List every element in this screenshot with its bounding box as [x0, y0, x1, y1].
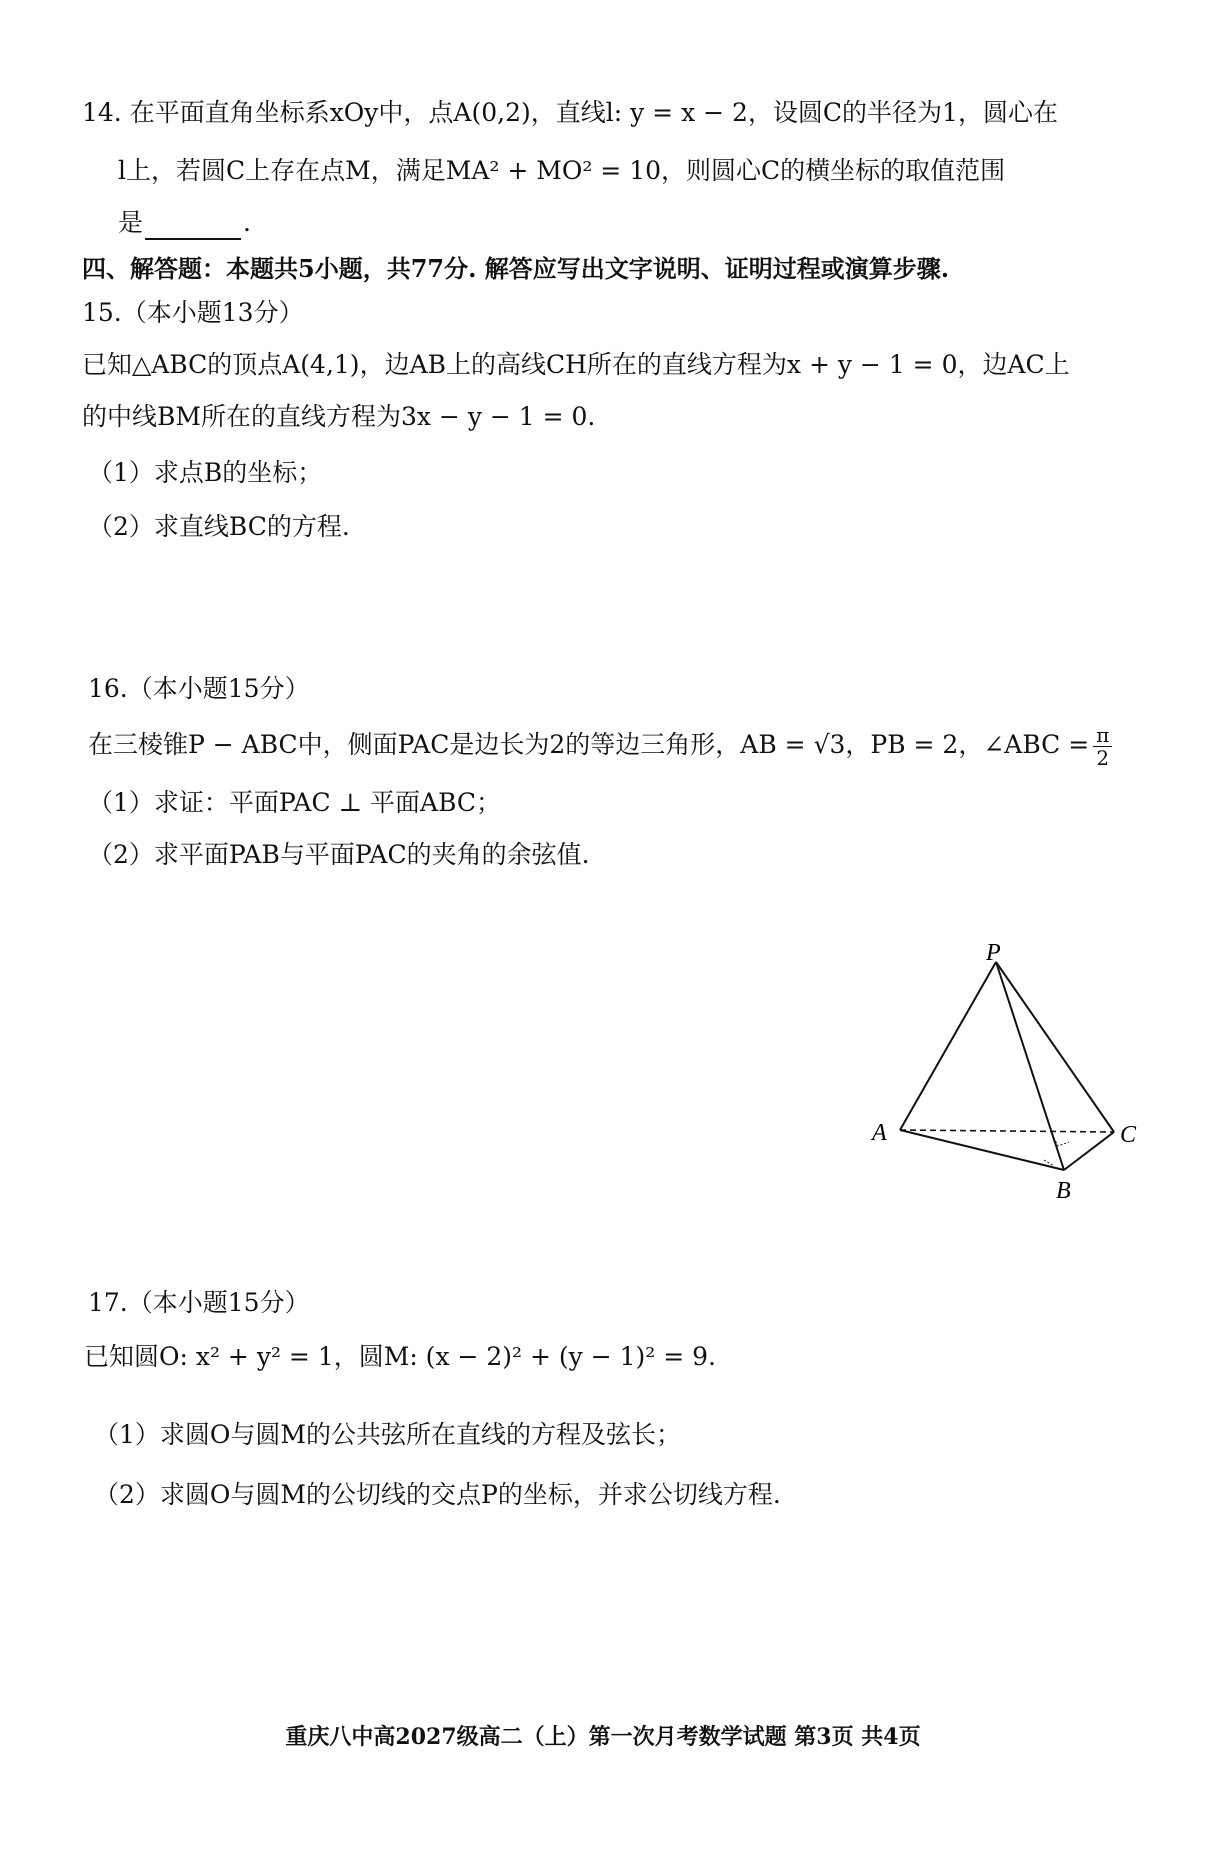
q14-line-2: l上，若圆C上存在点M，满足MA² + MO² = 10，则圆心C的横坐标的取值范围	[118, 156, 1006, 185]
q15-header: 15.（本小题13分）	[82, 298, 304, 327]
q17-header: 17.（本小题15分）	[88, 1288, 310, 1317]
page-footer: 重庆八中高2027级高二（上）第一次月考数学试题 第3页 共4页	[285, 1724, 921, 1750]
edge-ac-dashed	[900, 1130, 1114, 1132]
q16-part-2: （2）求平面PAB与平面PAC的夹角的余弦值.	[88, 840, 590, 869]
q15-part-2: （2）求直线BC的方程.	[88, 512, 350, 541]
edge-pa	[900, 962, 996, 1130]
q14-line-3	[118, 206, 251, 240]
q17-part-2: （2）求圆O与圆M的公切线的交点P的坐标，并求公切线方程.	[94, 1480, 781, 1509]
q16-line-1	[88, 724, 1112, 769]
edge-ab	[900, 1130, 1064, 1170]
section-heading: 四、解答题：本题共5小题，共77分. 解答应写出文字说明、证明过程或演算步骤.	[82, 254, 950, 283]
pi-over-2-fraction	[1093, 724, 1112, 769]
q14-line-3-prefix: 是	[118, 208, 144, 237]
q15-part-1: （1）求点B的坐标；	[88, 458, 323, 487]
vertex-label-b: B	[1056, 1178, 1071, 1200]
q14-line-1: 14. 在平面直角坐标系xOy中，点A(0,2)，直线l: y = x − 2，设圆C的半径为1，圆心在	[82, 98, 1058, 127]
vertex-label-a: A	[872, 1120, 887, 1146]
q16-part-1: （1）求证：平面PAC ⊥ 平面ABC；	[88, 788, 502, 817]
q15-line-2: 的中线BM所在的直线方程为3x − y − 1 = 0.	[82, 402, 596, 431]
q17-part-1: （1）求圆O与圆M的公共弦所在直线的方程及弦长；	[94, 1420, 682, 1449]
answer-blank	[145, 212, 241, 240]
q16-header: 16.（本小题15分）	[88, 674, 310, 703]
q15-line-1: 已知△ABC的顶点A(4,1)，边AB上的高线CH所在的直线方程为x + y − 1 = 0，边AC上	[82, 350, 1070, 379]
q16-line-1-text: 在三棱锥P − ABC中，侧面PAC是边长为2的等边三角形，AB = √3，PB = 2，∠ABC =	[88, 730, 1090, 759]
edge-pc	[996, 962, 1114, 1132]
edge-pb	[996, 962, 1064, 1170]
fraction-denominator: 2	[1096, 746, 1110, 770]
q14-line-3-suffix: .	[243, 208, 251, 237]
q17-line-1: 已知圆O: x² + y² = 1，圆M: (x − 2)² + (y − 1)² = 9.	[84, 1342, 716, 1371]
edge-bc	[1064, 1132, 1114, 1170]
fraction-numerator: π	[1093, 724, 1112, 747]
vertex-label-p: P	[986, 940, 1001, 966]
tetrahedron-figure	[866, 940, 1166, 1200]
vertex-label-c: C	[1120, 1122, 1137, 1148]
